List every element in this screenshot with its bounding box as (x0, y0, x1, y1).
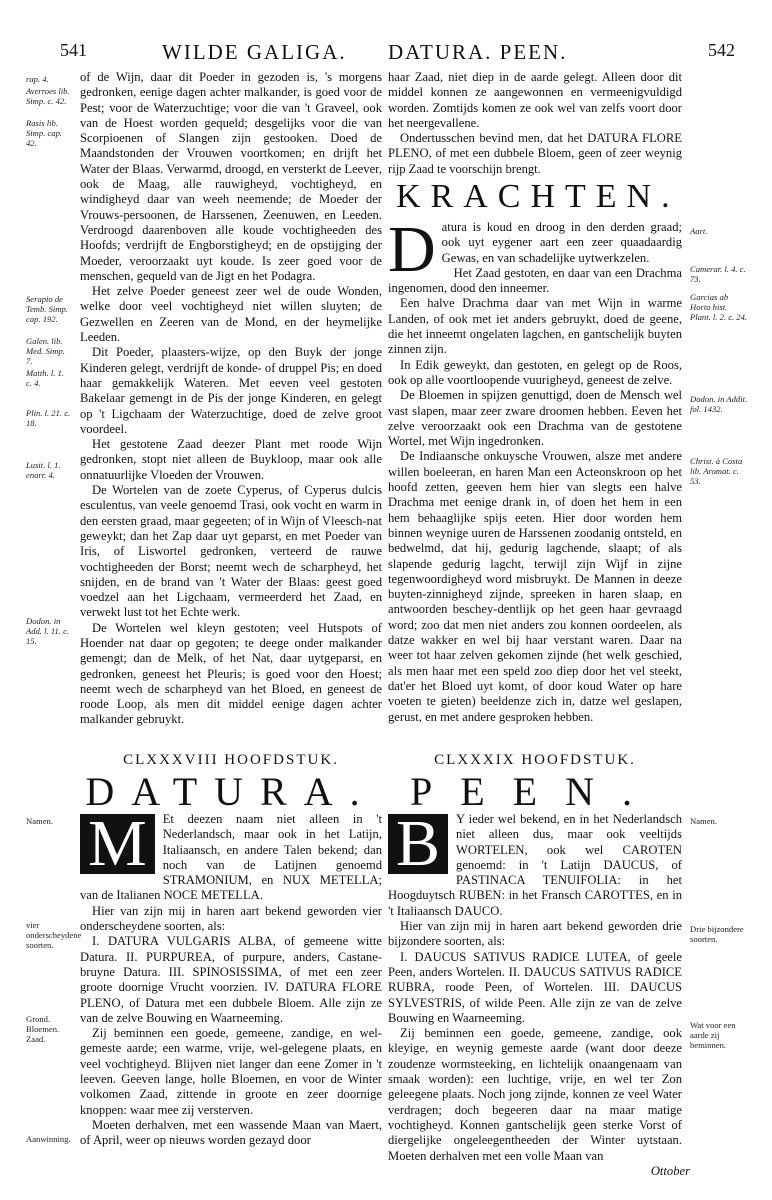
section-title-krachten: KRACHTEN. (396, 178, 680, 215)
margin-note: Grond. Bloemen. Zaad. (26, 1014, 60, 1044)
margin-note: Aart. (690, 226, 708, 236)
left-top-column (80, 70, 382, 728)
page-number-right: 542 (708, 40, 735, 60)
paragraph: Dit Poeder, plaasters-wijze, op den Buyk der jonge Kinderen gelegt, verdrijft de konde- of druppel Pis; en doed haar gemakkelijk Wateren. Met eeven veel gestoten Bakelaar gemengt in de Pis der jonge Kinderen, en gelegt op 't Ligchaam der Waterzuchtige, doed de zelve groot voordeel. (80, 345, 382, 436)
margin-note: Camerar. l. 4. c. 73. (690, 264, 746, 284)
margin-note: rap. 4. (26, 74, 49, 84)
margin-note: Averroes lib. Simp. c. 42. (26, 86, 70, 106)
paragraph: Zij beminnen een goede, gemeene, zandige, en wel-gemeste aarde; een warme, vrije, wel-gelegene plaats, en veel vochtigheyd. Blijven niet langer dan eene Zomer in 't leeven. Geeven lange, holle Bloemen, en voor de Winter volkomen Zaad, zittende in groote en zeer doornige knoppen: waar mee zij versterven. (80, 1026, 382, 1117)
paragraph: haar Zaad, niet diep in de aarde gelegt. Alleen door dit middel konnen ze aangewonnen en vermeenigvuldigd worden. Zomtijds komen ze ook wel van zelfs voort door het neergevallene. (388, 70, 682, 130)
right-top-column (388, 70, 682, 177)
paragraph: Ondertusschen bevind men, dat het DATURA FLORE PLENO, of met een dubbele Bloem, geen of zeer weynig rijp Zaad te voorschijn brengt. (388, 131, 682, 176)
paragraph: De Wortelen wel kleyn gestoten; veel Hutspots of Hoender nat daar op gegoten; te deege onder malkander gemengt; dan de Melk, of het Nat, daar uytgeparst, en gedronken, geneest het Pleuris; is goed voor den Hoest; neemt wech de scharpheyd van het Bloed, en geneest de roode Loop, als men dit middel eenige dagen achter malkander gebruykt. (80, 620, 382, 727)
chapter-left-column (80, 807, 382, 1149)
margin-note: Dodon. in Add. l. 11. c. 15. (26, 616, 70, 646)
running-title-left: WILDE GALIGA. (162, 40, 347, 64)
margin-note: Galen. lib. Med. Simp. 7. (26, 336, 65, 366)
paragraph: Zij beminnen een goede, gemeene, zandige, ook kleyige, en weynig gemeste aarde (want door deeze zoudenze wormsteeking, en lichtelijk onaangenaam van smaak worden): een luchtige, vrije, en wel ter Zon geleegene plaats. Noch jong zijnde, konnen ze veel Water verdragen; doch begeeren daar na maar matige vochtigheyd. Konnen gantschelijk geen sterke Vorst of diergelijke ongeleegentheeden der Winter uytstaan. Moeten derhalven met een volle Maan van (388, 1026, 682, 1163)
paragraph: Hier van zijn mij in haren aart bekend geworden drie bijzondere soorten, als: (388, 919, 682, 949)
margin-note: Christ. à Costa lib. Aromat. c. 53. (690, 456, 743, 486)
margin-note: Namen. (690, 816, 717, 826)
paragraph: I. DATURA VULGARIS ALBA, of gemeene witte Datura. II. PURPUREA, of purpure, anders, Castane-bruyne Datura. III. SPINOSISSIMA, of met een zeer groote doornige Vrucht voorzien. IV. DATURA FLORE PLENO, of Datura met een dubbele Bloem. Alle zijn ze van de zelve Bouwing en Waarneeming. (80, 934, 382, 1025)
catchword: Ottober (650, 1164, 690, 1178)
margin-note: vier onderscheydene soorten. (26, 920, 82, 950)
dropcap: D (388, 213, 436, 286)
dropcap: B (388, 814, 448, 874)
paragraph: Het zelve Poeder geneest zeer wel de oude Wonden, welke door veel vochtigheyd niet willen sluyten; de Gezwellen en Zeeren van de Mond, en der heymelijke Leeden. (80, 284, 382, 345)
paragraph: Het gestotene Zaad deezer Plant met roode Wijn gedronken, stopt niet alleen de Buykloop, maar ook alle onnatuurlijke Vloeden der Vrouwen. (80, 437, 382, 482)
chapter-title-datura: DATURA. (85, 769, 377, 814)
margin-note: Dodon. in Addit. fol. 1432. (690, 394, 748, 414)
paragraph: Et deezen naam niet alleen in 't Nederlandsch, maar ook in het Latijn, Italiaansch, en andere Talen bekend; dan noch van de Latijnen genoemd STRAMONIUM, en NUX METELLA; van de Italianen NOCE METELLA. (80, 812, 382, 903)
paragraph: De Indiaansche onkuysche Vrouwen, alsze met andere willen boeleeran, en haren Man een Acteonskroon op het hoofd zetten, geeven hem hier van slegts een halve Drachma met eenige drank in, of doen het hem in een hem behaaglijke spijs eeten. Hier door worden hem binnen weynige uuren de Harssenen zoodanig ontsteld, en bedwelmd, dat hij, gedurig lagchende, slaapt; of als slapende gedurig lagcht, terwijl zijn Wijf in zijne tegenwoordigheyd word misbruykt. De Mannen in deeze buyten-zinnigheyd zijnde, spreeken in haren slaap, en antwoorden beschey-dentlijk op het geen haar gevraagd word; zoo dat men niet anders zou konnen oordeelen, als datze wakker en wel bij haar verstant waren. Daar na weer tot haar zelven gekomen zijnde (het welk geschied, als men haar met een speld zoo diep door het vel steekt, dat'er het Bloed uyt komt, of door koud Water op hare voeten te gieten) beeldenze zich in, datze wel geslapen, gerust, en met andere gesproken hebben. (388, 449, 682, 724)
margin-note: Rasis lib. Simp. cap. 42. (26, 118, 63, 148)
margin-note: Matth. l. 1. c. 4. (26, 368, 64, 388)
paragraph: of de Wijn, daar dit Poeder in gezoden is, 's morgens gedronken, eenige dagen achter malkander, is goed voor de Pest; voor de Waterzuchtige; voor die van 't Graveel, ook van de Hoest worden gequeld; desgelijks voor die van Scorpioenen of Slangen zijn gestooken. Doed de Maandstonden der Vrouwen voortkomen; en drijft het Water der Blaas. Verwarmd, droogd, en versterkt de Leever, ook de Maag, alle rauwigheyd, vochtigheyd, en windigheyd daar van weeh neemende; de Moeder der Vrouws-persoonen, de Harssenen, Zeenuwen, en Leeden. Verdroogd daarenboven alle koude vochtigheeden des Hoofds; verdrijft de Engborstigheyd; en de opstijging der Moeder, veroorzaakt uyt koude. Is zeer goed voor de menschen, gequeld van de Jigt en het Podagra. (80, 70, 382, 283)
chapter-title-peen: PEEN. (410, 769, 660, 814)
dropcap: M (80, 814, 155, 874)
chapter-number-left: CLXXXVIII HOOFDSTUK. (123, 752, 339, 768)
running-title-right: DATURA. PEEN. (388, 40, 568, 64)
paragraph: Het Zaad gestoten, en daar van een Drachma ingenomen, dood den inneemer. (388, 265, 682, 296)
page-number-left: 541 (60, 40, 87, 60)
margin-note: Aanwinning. (26, 1134, 71, 1144)
margin-note: Drie bijzondere soorten. (690, 924, 744, 944)
margin-note: Wat voor een aarde zij beminnen. (690, 1020, 736, 1050)
paragraph: In Edik geweykt, dan gestoten, en gelegt op de Roos, ook op alle voortloopende vuurigheyd, geneest de zelve. (388, 357, 682, 387)
paragraph: Y ieder wel bekend, en in het Nederlandsch niet alleen dus, maar ook veeltijds WORTELEN, ook wel CAROTEN genoemd: in 't Latijn DAUCUS, of PASTINACA TENUIFOLIA: in het Hoogduytsch RUBEN: in het Fransch CAROTTES, en in 't Italiaansch DAUCO. (388, 812, 682, 918)
paragraph: De Wortelen van de zoete Cyperus, of Cyperus dulcis esculentus, van veele genoemd Trasi, ook vocht en warm in den eersten graad, maar gegeeten; of in Wijn of Vleesch-nat geweykt; dan het Zap daar uyt geparst, en met Poeder van Iris, of Liswortel gedronken, verteerd de rauwe vochtigheeden der Borst; neemt wech de scharpheyd, het snijden, en de brand van 't Water der Blaas: geest goed voedzel aan het Ligchaam, vermeerderd het Zaad, en verwekt lust tot het Echte werk. (80, 483, 382, 620)
chapter-number-right: CLXXXIX HOOFDSTUK. (434, 752, 636, 768)
margin-note: Namen. (26, 816, 53, 826)
margin-note: Plin. l. 21. c. 18. (26, 408, 71, 428)
paragraph: atura is koud en droog in den derden graad; ook uyt eygener aart een zeer quaadaardig Gewas, en van schadelijke uytwerkzelen. (441, 220, 682, 265)
krachten-column (388, 213, 682, 725)
margin-note: Serapio de Temb. Simp. cap. 192. (26, 294, 68, 324)
paragraph: Hier van zijn mij in haren aart bekend geworden vier onderscheydene soorten, als: (80, 903, 382, 934)
margin-note: Garcias ab Horto hist. Plant. l. 2. c. 24. (690, 292, 748, 322)
paragraph: Een halve Drachma daar van met Wijn in warme Landen, of ook met iet anders gebruykt, doed de geene, die het inneemt ongelaten lagchen, en gantschelijk buyten zinnen zijn. (388, 296, 682, 357)
paragraph: De Bloemen in spijzen genuttigd, doen de Mensch wel vast slapen, maar zeer zware droomen hebben. Eeven het zelve veroorzaakt ook een Drachma van de gestotene Wortel, met Wijn ingedronken. (388, 388, 682, 449)
margin-note: Lusit. l. 1. enarr. 4. (26, 460, 61, 480)
paragraph: I. DAUCUS SATIVUS RADICE LUTEA, of geele Peen, anders Wortelen. II. DAUCUS SATIVUS RADICE RUBRA, roode Peen, of Wortelen. III. DAUCUS SYLVESTRIS, of wilde Peen. Alle zijn ze van de zelve Bouwing en Waarneeming. (388, 949, 682, 1025)
chapter-right-column (388, 807, 682, 1164)
paragraph: Moeten derhalven, met een wassende Maan van Maert, of April, weer op nieuws worden gezayd door (80, 1117, 382, 1148)
